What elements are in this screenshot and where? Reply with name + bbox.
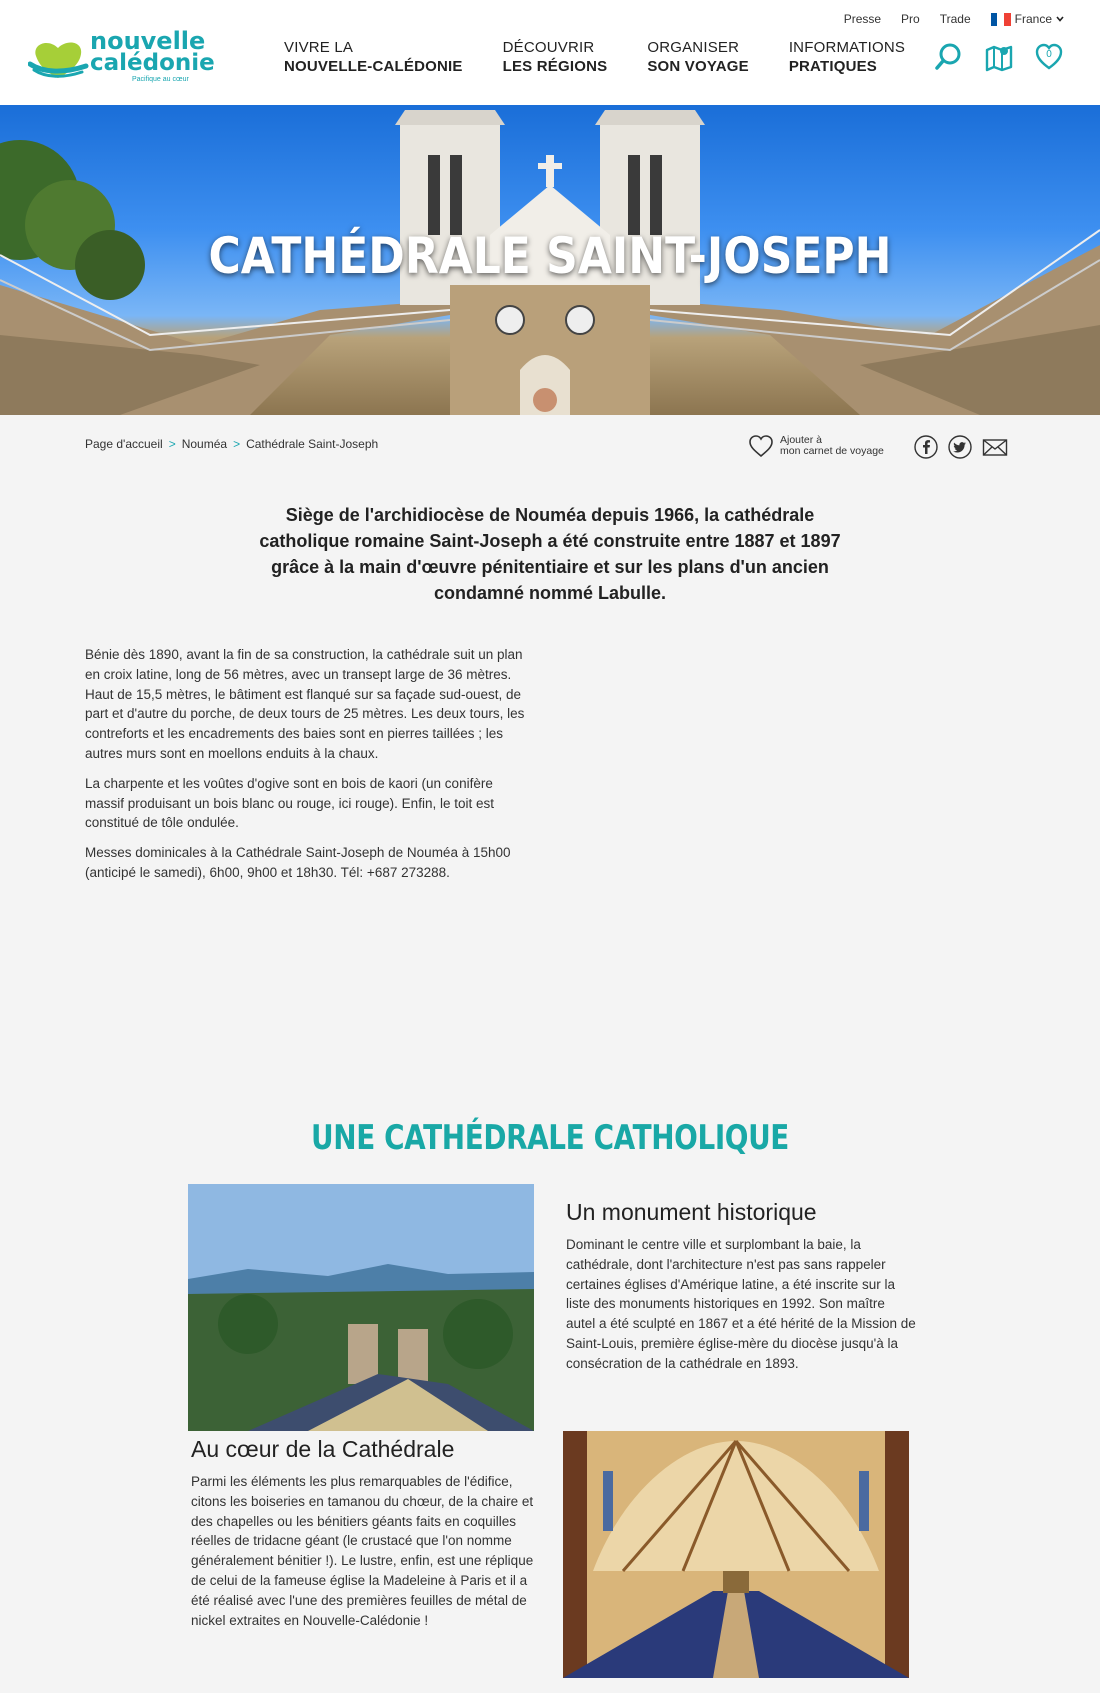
hero-title: CATHÉDRALE SAINT-JOSEPH (208, 227, 892, 285)
favorites-count: 0 (1046, 49, 1052, 60)
body-text (85, 645, 525, 893)
util-link-pro[interactable]: Pro (901, 12, 920, 26)
breadcrumb-home[interactable]: Page d'accueil (85, 437, 163, 451)
nav-item-organiser[interactable] (647, 38, 748, 76)
france-flag-icon (991, 13, 1011, 26)
hero-banner (0, 105, 1100, 415)
breadcrumb-noumea[interactable]: Nouméa (181, 437, 228, 451)
body-paragraph-2: La charpente et les voûtes d'ogive sont en bois de kaori (un conifère massif produisant un bois blanc ou rouge, ici rouge). Enfin, le toit est constitué de tôle ondulée. (85, 775, 494, 831)
mail-icon[interactable] (982, 437, 1008, 457)
logo-line-2: calédonie (90, 50, 215, 76)
cathedral-interior-photo (563, 1431, 909, 1678)
card-text-coeur: Parmi les éléments les plus remarquables de l'édifice, citons les boiseries en tamanou du chœur, de la chaire et des chapelles ou les bénitiers géants faits en coquilles réelles de tridacne géant (le crustacé que l'on nomme généralement bénitier !). Le lustre, enfin, est une réplique de celui de la fameuse église la Madeleine à Paris et il a été réalisé avec l'une des premières feuilles de métal de nickel extraites en Nouvelle-Calédonie ! (191, 1474, 534, 1628)
nav-item-top: DÉCOUVRIR (502, 39, 595, 56)
nav-item-bottom: SON VOYAGE (647, 58, 749, 75)
language-label: France (1014, 12, 1052, 26)
noumea-bay-image (188, 1184, 534, 1431)
nav-item-top: ORGANISER (647, 39, 740, 56)
nav-item-decouvrir[interactable] (503, 38, 608, 76)
heart-logo-icon (28, 36, 90, 82)
breadcrumb-separator: > (233, 437, 241, 451)
nav-item-vivre[interactable] (284, 38, 463, 76)
card-title-coeur: Au cœur de la Cathédrale (191, 1436, 455, 1462)
nav-item-top: INFORMATIONS (788, 39, 906, 56)
header-icons (934, 42, 1064, 72)
favorites-button[interactable] (1034, 42, 1064, 72)
section-title: UNE CATHÉDRALE CATHOLIQUE (311, 1118, 789, 1158)
breadcrumb (85, 437, 378, 451)
intro-lead: Siège de l'archidiocèse de Nouméa depuis 1966, la cathédrale catholique romaine Saint-Joseph a été construite entre 1887 et 1897 grâce à la main d'œuvre pénitentiaire et sur les plans d'un ancien condamné nommé Labulle. (259, 505, 841, 603)
search-icon[interactable] (934, 42, 964, 72)
carnet-label-line2: mon carnet de voyage (780, 445, 884, 457)
site-header (0, 0, 1100, 105)
main-nav (284, 38, 905, 76)
card-title-monument: Un monument historique (566, 1199, 817, 1225)
logo-line-1: nouvelle (90, 27, 206, 55)
nav-item-informations[interactable] (789, 38, 905, 76)
body-paragraph-3: Messes dominicales à la Cathédrale Saint-Joseph de Nouméa à 15h00 (anticipé le samedi), 6h00, 9h00 et 18h30. Tél: +687 273288. (85, 845, 511, 880)
logo-tagline: Pacifique au cœur (132, 76, 189, 83)
breadcrumb-separator: > (168, 437, 176, 451)
chevron-down-icon (1056, 16, 1064, 22)
nav-item-bottom: PRATIQUES (788, 58, 878, 75)
utility-nav (844, 12, 1064, 26)
heart-outline-icon (748, 434, 774, 458)
noumea-bay-photo (188, 1184, 534, 1431)
carnet-label (780, 435, 884, 457)
body-paragraph-1: Bénie dès 1890, avant la fin de sa construction, la cathédrale suit un plan en croix latine, long de 56 mètres, avec un transept large de 36 mètres. Haut de 15,5 mètres, le bâtiment est flanqué sur sa façade sud-ouest, de part et d'autre du porche, de deux tours de 25 mètres. Les deux tours, les contreforts et les encadrements des baies sont en pierres taillées ; les autres murs sont en moellons enduits à la chaux. (85, 647, 525, 761)
nav-item-bottom: LES RÉGIONS (502, 58, 608, 75)
nav-item-top: VIVRE LA (284, 39, 354, 56)
cathedral-interior-image (563, 1431, 909, 1678)
nav-item-bottom: NOUVELLE-CALÉDONIE (284, 58, 463, 75)
util-link-trade[interactable]: Trade (939, 12, 971, 26)
language-selector[interactable] (991, 12, 1064, 26)
carnet-label-line1: Ajouter à (780, 434, 823, 446)
facebook-icon[interactable] (914, 435, 938, 459)
add-to-carnet-button[interactable] (748, 434, 884, 458)
util-link-presse[interactable]: Presse (843, 12, 882, 26)
twitter-icon[interactable] (948, 435, 972, 459)
logo-wordmark (90, 27, 215, 76)
card-text-monument: Dominant le centre ville et surplombant la baie, la cathédrale, dont l'architecture n'est pas sans rappeler certaines églises d'Amérique latine, a été inscrite sur la liste des monuments historiques en 1992. Son maître autel a été sculpté en 1867 et a été hérité de la Mission de Saint-Louis, première église-mère du diocèse jusqu'à la consécration de la cathédrale en 1893. (566, 1237, 916, 1371)
map-icon[interactable] (984, 42, 1014, 72)
breadcrumb-current: Cathédrale Saint-Joseph (246, 437, 379, 451)
site-logo[interactable] (28, 27, 215, 88)
share-buttons (914, 435, 1008, 459)
